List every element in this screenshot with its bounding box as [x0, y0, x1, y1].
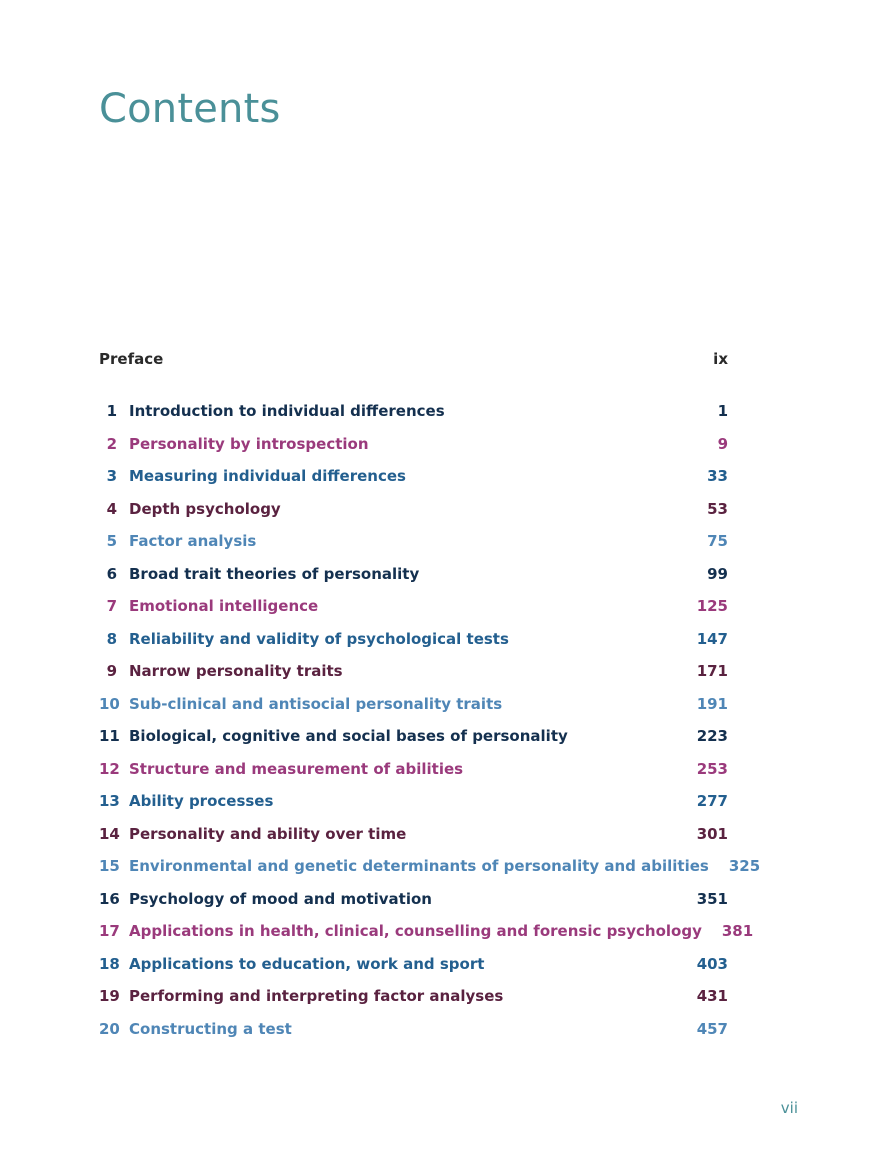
toc-row[interactable] — [99, 987, 728, 1020]
chapter-title: Measuring individual differences — [129, 467, 406, 485]
chapter-number: 16 — [99, 889, 120, 908]
toc-row[interactable] — [99, 662, 728, 695]
chapter-title: Biological, cognitive and social bases of personality — [129, 727, 568, 745]
chapter-number: 14 — [99, 824, 120, 843]
chapter-number: 7 — [106, 597, 117, 615]
preface-page: ix — [713, 350, 728, 368]
toc-row[interactable] — [99, 955, 728, 988]
chapter-page: 223 — [696, 727, 728, 745]
chapter-title: Personality by introspection — [129, 434, 369, 453]
chapter-page: 301 — [696, 824, 728, 843]
chapter-title: Sub-clinical and antisocial personality traits — [129, 694, 503, 713]
chapter-number: 4 — [106, 499, 117, 518]
chapter-title: Narrow personality traits — [129, 662, 343, 680]
chapter-page: 253 — [696, 759, 728, 778]
chapter-title: Ability processes — [129, 792, 274, 810]
chapter-page: 1 — [717, 402, 728, 420]
chapter-number: 9 — [106, 662, 117, 680]
chapter-title: Personality and ability over time — [129, 824, 407, 843]
page-number: vii — [780, 1099, 798, 1117]
chapter-number: 12 — [99, 759, 120, 778]
chapter-title: Applications in health, clinical, counselling and forensic psychology — [129, 922, 702, 940]
toc-row[interactable] — [99, 532, 728, 565]
chapter-page: 277 — [696, 792, 728, 810]
chapter-number: 15 — [99, 857, 120, 875]
chapter-number: 5 — [106, 532, 117, 550]
chapter-page: 147 — [696, 629, 728, 648]
chapter-number: 10 — [99, 694, 120, 713]
chapter-title: Broad trait theories of personality — [129, 564, 420, 583]
chapter-number: 19 — [99, 987, 120, 1005]
chapter-number: 17 — [99, 922, 120, 940]
chapter-page: 171 — [696, 662, 728, 680]
chapter-title: Constructing a test — [129, 1019, 292, 1038]
toc-row[interactable] — [99, 435, 728, 468]
toc-row[interactable] — [99, 402, 728, 435]
chapter-page: 457 — [696, 1019, 728, 1038]
chapter-page: 125 — [696, 597, 728, 615]
chapter-number: 18 — [99, 954, 120, 973]
chapter-title: Environmental and genetic determinants of personality and abilities — [129, 857, 709, 875]
chapter-title: Applications to education, work and sport — [129, 954, 485, 973]
toc-row[interactable] — [99, 500, 728, 533]
toc-preface-row[interactable] — [99, 350, 728, 368]
toc-row[interactable] — [99, 760, 728, 793]
chapter-page: 99 — [707, 564, 728, 583]
chapter-number: 20 — [99, 1019, 120, 1038]
toc-row[interactable] — [99, 467, 728, 500]
toc-row[interactable] — [99, 597, 728, 630]
chapter-page: 9 — [717, 434, 728, 453]
chapter-page: 403 — [696, 954, 728, 973]
chapter-number: 3 — [106, 467, 117, 485]
chapter-number: 2 — [106, 434, 117, 453]
chapter-title: Psychology of mood and motivation — [129, 889, 432, 908]
chapter-title: Introduction to individual differences — [129, 402, 445, 420]
chapter-page: 33 — [707, 467, 728, 485]
preface-label: Preface — [99, 350, 164, 368]
chapter-number: 8 — [106, 629, 117, 648]
chapter-page: 75 — [707, 532, 728, 550]
toc-row[interactable] — [99, 727, 728, 760]
toc-row[interactable] — [99, 1020, 728, 1053]
toc-row[interactable] — [99, 792, 728, 825]
chapter-number: 11 — [99, 727, 120, 745]
chapter-title: Reliability and validity of psychological tests — [129, 629, 509, 648]
chapter-title: Factor analysis — [129, 532, 257, 550]
chapter-page: 431 — [696, 987, 728, 1005]
chapter-page: 325 — [728, 857, 761, 875]
toc-row[interactable] — [99, 825, 728, 858]
chapter-page: 191 — [696, 694, 728, 713]
toc-row[interactable] — [99, 630, 728, 663]
toc-row[interactable] — [99, 857, 761, 890]
toc-row[interactable] — [99, 922, 754, 955]
toc-row[interactable] — [99, 890, 728, 923]
toc-row[interactable] — [99, 565, 728, 598]
chapter-page: 351 — [696, 889, 728, 908]
page-title: Contents — [99, 86, 281, 132]
chapter-title: Structure and measurement of abilities — [129, 759, 464, 778]
chapter-title: Depth psychology — [129, 499, 281, 518]
chapter-title: Performing and interpreting factor analyses — [129, 987, 504, 1005]
chapter-number: 1 — [106, 402, 117, 420]
table-of-contents — [99, 402, 761, 1052]
chapter-number: 6 — [106, 564, 117, 583]
chapter-title: Emotional intelligence — [129, 597, 319, 615]
chapter-page: 381 — [721, 922, 754, 940]
chapter-page: 53 — [707, 499, 728, 518]
toc-row[interactable] — [99, 695, 728, 728]
chapter-number: 13 — [99, 792, 120, 810]
